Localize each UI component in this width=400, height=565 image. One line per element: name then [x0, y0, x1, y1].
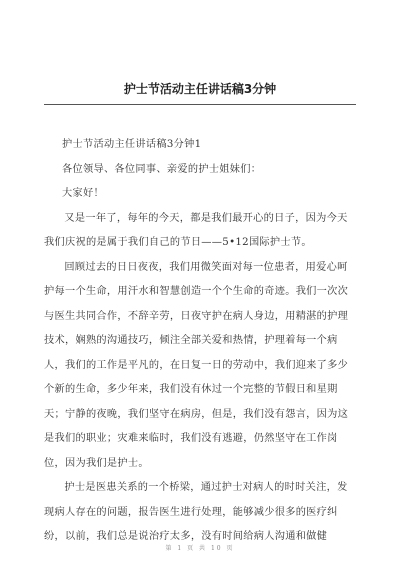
paragraph-intro: 又是一年了，每年的今天，都是我们最开心的日子，因为今天我们庆祝的是属于我们自己的节日——5•12国际护士节。: [44, 212, 348, 248]
paragraph-salutation: 各位领导、各位同事、亲爱的护士姐妹们：: [62, 163, 262, 175]
paragraph-heading: 护士节活动主任讲话稿3分钟1: [62, 139, 202, 150]
paragraph-greeting: 大家好！: [62, 188, 104, 199]
document-body: [44, 133, 358, 550]
page-footer: 第 1 页 共 10 页: [165, 545, 235, 552]
paragraph-bridge: 护士是医患关系的一个桥梁，通过护士对病人的时时关注，发现病人存在的问题，报告医生进行处理，能够减少很多的医疗纠纷，以前，我们总是说治疗太多，没有时间给病人沟通和做健: [44, 482, 348, 542]
title-divider: [44, 104, 356, 105]
paragraph-review: 回顾过去的日日夜夜，我们用微笑面对每一位患者，用爱心呵护每一个生命，用汗水和智慧创造一个个生命的奇迹。我们一次次与医生共同合作，不辞辛劳，日夜守护在病人身边，用精湛的护理技术，娴熟的沟通技巧，倾注全部关爱和热情，护理着每一个病人，我们的工作是平凡的，在日复一日的劳动中，我们迎来了多少个新的生命，多少年来，我们没有休过一个完整的节假日和星期天；宁静的夜晚，我们坚守在病房，但是，我们没有怨言，因为这是我们的职业；灾难来临时，我们没有逃避，仍然坚守在工作岗位，因为我们是护士。: [44, 261, 349, 469]
document-title: 护士节活动主任讲话稿3分钟: [123, 82, 277, 96]
